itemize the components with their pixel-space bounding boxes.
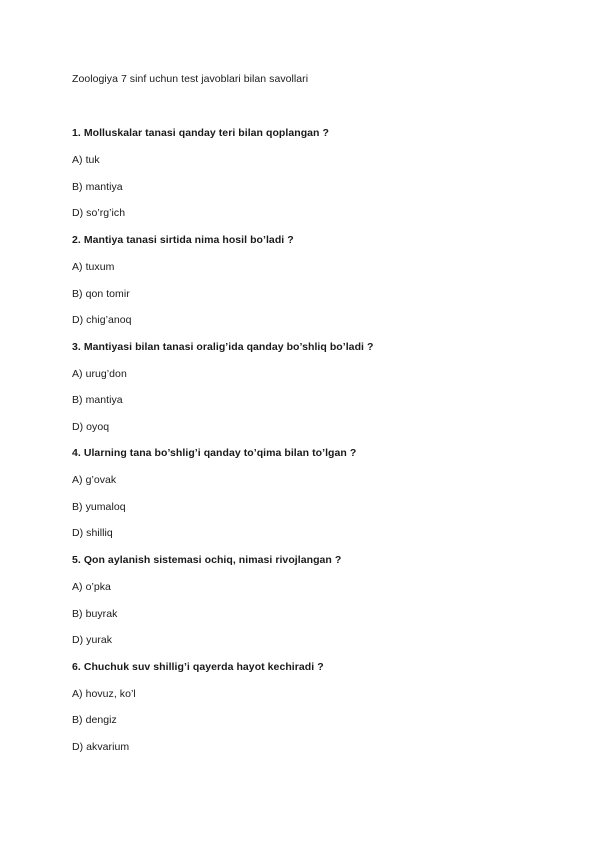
question-1-option-b: B) mantiya [72, 181, 123, 193]
question-4-option-b: B) yumaloq [72, 501, 126, 513]
question-2-option-a: A) tuxum [72, 261, 115, 273]
question-3: 3. Mantiyasi bilan tanasi oralig’ida qanday bo’shliq bo’ladi ? [72, 341, 374, 353]
question-5-option-a: A) o’pka [72, 581, 111, 593]
question-4-option-a: A) g’ovak [72, 474, 117, 486]
question-1: 1. Molluskalar tanasi qanday teri bilan qoplangan ? [72, 127, 329, 139]
question-1-option-d: D) so’rg’ich [72, 207, 126, 219]
document-title: Zoologiya 7 sinf uchun test javoblari bilan savollari [72, 73, 309, 85]
question-6-option-a: A) hovuz, ko’l [72, 688, 136, 700]
question-5: 5. Qon aylanish sistemasi ochiq, nimasi rivojlangan ? [72, 554, 342, 566]
question-6-option-b: B) dengiz [72, 714, 117, 726]
question-5-option-b: B) buyrak [72, 608, 118, 620]
question-2-option-b: B) qon tomir [72, 288, 130, 300]
question-5-option-d: D) yurak [72, 634, 113, 646]
question-4-option-d: D) shilliq [72, 527, 113, 539]
question-3-option-d: D) oyoq [72, 421, 110, 433]
question-6: 6. Chuchuk suv shillig’i qayerda hayot kechiradi ? [72, 661, 324, 673]
question-4: 4. Ularning tana bo’shlig’i qanday to’qima bilan to’lgan ? [72, 447, 357, 459]
question-2: 2. Mantiya tanasi sirtida nima hosil bo’ladi ? [72, 234, 294, 246]
question-2-option-d: D) chig’anoq [72, 314, 132, 326]
question-1-option-a: A) tuk [72, 154, 100, 166]
question-6-option-d: D) akvarium [72, 741, 130, 753]
question-3-option-a: A) urug’don [72, 368, 127, 380]
question-3-option-b: B) mantiya [72, 394, 123, 406]
